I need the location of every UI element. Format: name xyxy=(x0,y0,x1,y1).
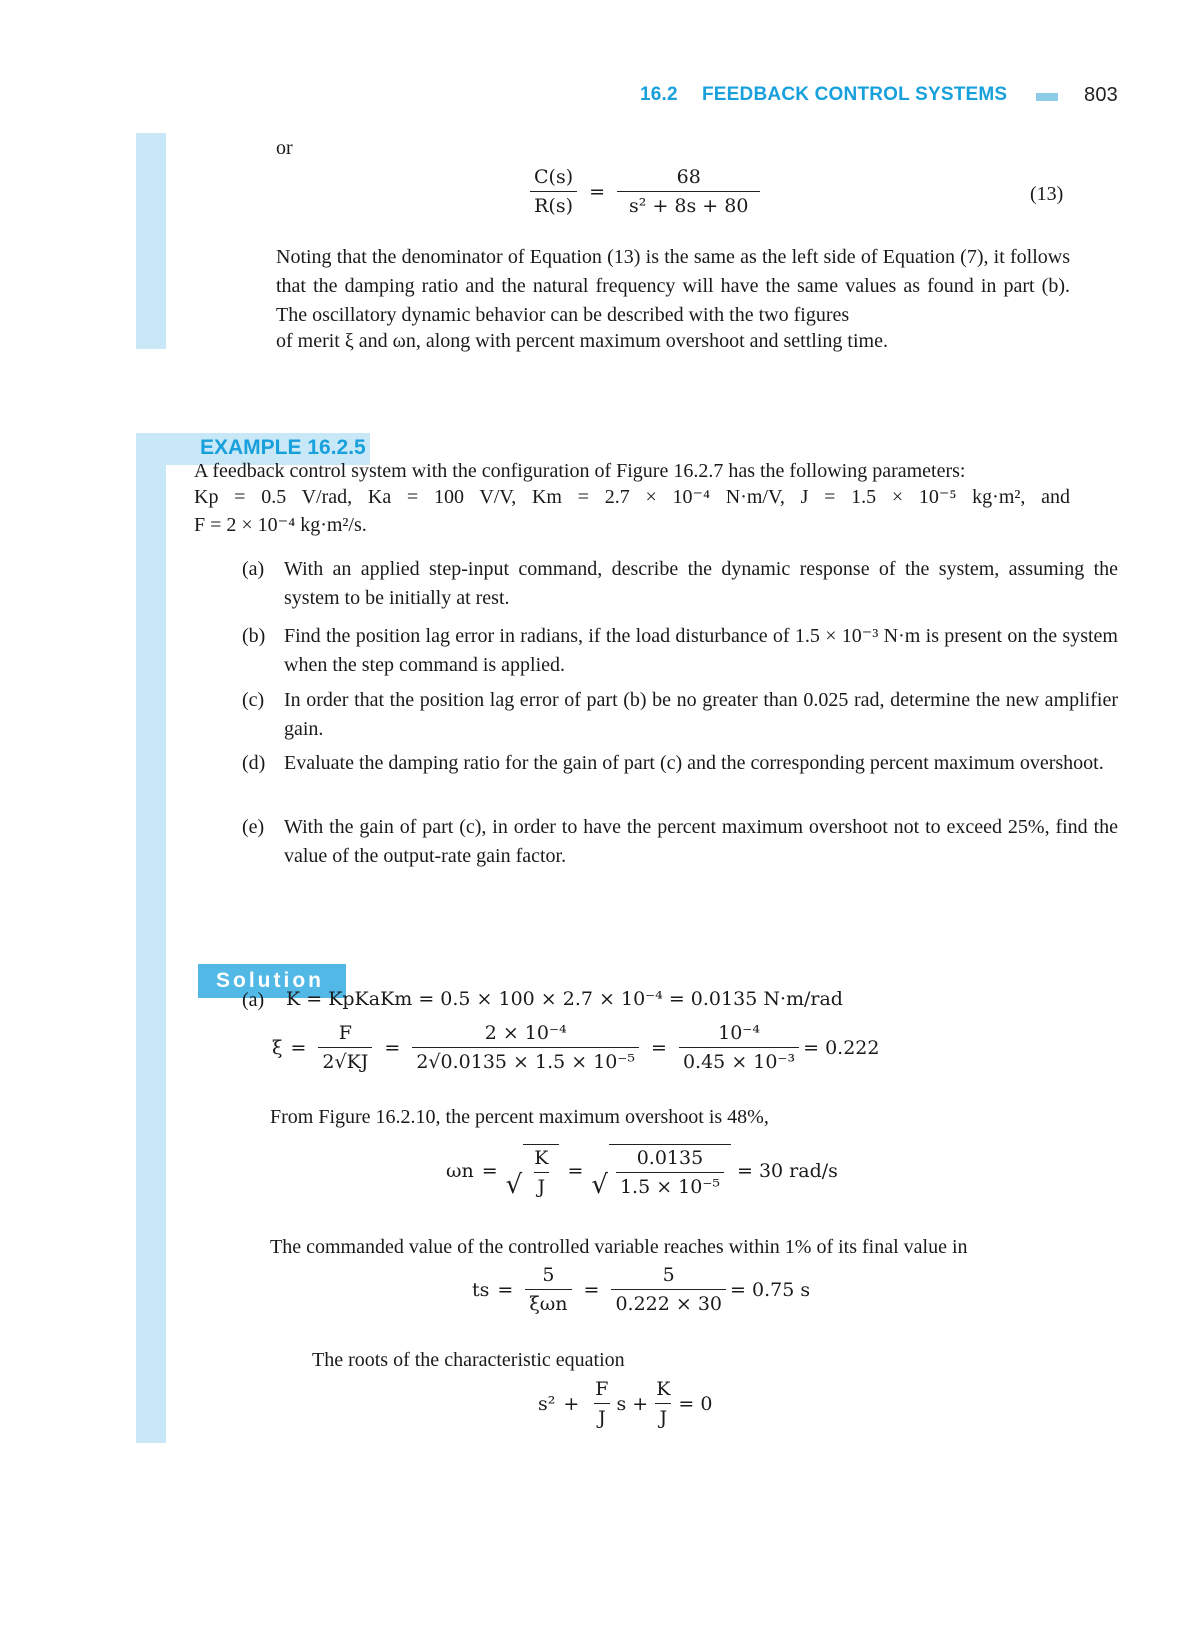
equation-13: $\frac{C(s)}{R(s)}$ = $\frac{68}{\text{s² + 8s + 80}}$ xyxy=(526,166,764,217)
section-number: 16.2 xyxy=(640,84,678,105)
ts-result: = 0.75 s xyxy=(730,1278,811,1301)
wn-result: = 30 rad/s xyxy=(736,1160,838,1182)
eq13-lhs-den: R(s) xyxy=(530,191,577,217)
solution-part-a-label: (a) xyxy=(242,989,265,1011)
item-text: With the gain of part (c), in order to have the percent maximum overshoot not to exceed 25%, find the value of the output-rate gain factor. xyxy=(284,816,1118,867)
ts-frac-2 xyxy=(611,1264,726,1315)
xi-symbol: ξ xyxy=(272,1036,283,1059)
overshoot-text: From Figure 16.2.10, the percent maximum overshoot is 48%, xyxy=(270,1106,769,1128)
item-label: (c) xyxy=(242,689,265,711)
xi-frac-3 xyxy=(679,1022,799,1073)
xi-frac-3-num: 10⁻⁴ xyxy=(718,1022,760,1044)
example-item-e xyxy=(242,813,1118,871)
char-s-squared: s² xyxy=(538,1392,556,1415)
wn-sqrt-2: √ $\frac{0.0135}{\text{1.5 × 10⁻⁵}}$ xyxy=(591,1144,731,1198)
xi-frac-3-den: 0.45 × 10⁻³ xyxy=(679,1047,799,1073)
char-frac-1 xyxy=(591,1378,612,1429)
roots-text: The roots of the characteristic equation xyxy=(312,1349,625,1371)
ts-frac-2-num: 5 xyxy=(662,1264,675,1286)
item-text: In order that the position lag error of part (b) be no greater than 0.025 rad, determine the new amplifier gain. xyxy=(284,689,1118,740)
xi-frac-2-num: 2 × 10⁻⁴ xyxy=(484,1022,567,1044)
example-item-c xyxy=(242,686,1118,744)
equation-damping-ratio: ξ = $\frac{F}{2√KJ}$ = $\frac{\text{2 × 10⁻⁴}}{\text{2√0.0135 × 1.5 × 10⁻⁵}}$ = $\frac{\text{10⁻⁴}}{\text{0.45 × 10⁻³}}$ = 0.222 xyxy=(272,1022,880,1073)
eq13-rhs-den: s² + 8s + 80 xyxy=(617,191,760,217)
char-result: = 0 xyxy=(678,1392,713,1415)
wn-frac-1-den: J xyxy=(534,1172,550,1198)
wn-frac-2 xyxy=(616,1147,724,1198)
example-statement-line3: F = 2 × 10⁻⁴ kg·m²/s. xyxy=(194,514,367,536)
xi-frac-1-num: F xyxy=(338,1022,352,1044)
section-title: FEEDBACK CONTROL SYSTEMS xyxy=(702,84,1008,105)
char-mid: s + xyxy=(616,1392,649,1415)
eq13-number: (13) xyxy=(1030,183,1064,205)
item-text: With an applied step-input command, describe the dynamic response of the system, assuming the system to be initially at rest. xyxy=(284,558,1118,609)
or-text: or xyxy=(276,137,293,159)
intro-paragraph-end: of merit ξ and ωn, along with percent maximum overshoot and settling time. xyxy=(276,330,888,352)
item-text: Find the position lag error in radians, if the load disturbance of 1.5 × 10⁻³ N·m is present on the system when the step command is applied. xyxy=(284,625,1118,676)
ts-frac-2-den: 0.222 × 30 xyxy=(611,1289,726,1315)
char-frac-2-den: J xyxy=(655,1403,671,1429)
char-frac-1-den: J xyxy=(594,1403,610,1429)
eq13-lhs-num: C(s) xyxy=(534,166,574,188)
xi-frac-2-den: 2√0.0135 × 1.5 × 10⁻⁵ xyxy=(412,1047,639,1073)
example-label: EXAMPLE 16.2.5 xyxy=(200,436,366,459)
char-frac-1-num: F xyxy=(595,1378,609,1400)
equation-gain-K: K = KpKaKm = 0.5 × 100 × 2.7 × 10⁻⁴ = 0.0135 N·m/rad xyxy=(286,988,843,1010)
item-text: Evaluate the damping ratio for the gain of part (c) and the corresponding percent maximum overshoot. xyxy=(284,752,1104,774)
header-divider xyxy=(1036,93,1058,101)
example-item-d xyxy=(242,749,1118,778)
eq13-rhs-num: 68 xyxy=(676,166,701,188)
char-frac-2-num: K xyxy=(656,1378,671,1400)
ts-frac-1-den: ξωn xyxy=(525,1289,571,1315)
wn-frac-2-num: 0.0135 xyxy=(636,1147,704,1169)
margin-bar-example xyxy=(136,433,166,1443)
wn-frac-1-num: K xyxy=(534,1147,549,1169)
wn-symbol: ωn xyxy=(446,1160,474,1182)
equation-settling-time: ts = $\frac{5}{\text{ξωn}}$ = $\frac{5}{0.222 \times 30}$ = 0.75 s xyxy=(472,1264,811,1315)
example-item-b xyxy=(242,622,1118,680)
item-label: (d) xyxy=(242,752,266,774)
wn-frac-2-den: 1.5 × 10⁻⁵ xyxy=(616,1172,724,1198)
item-label: (b) xyxy=(242,625,266,647)
ts-frac-1-num: 5 xyxy=(542,1264,555,1286)
equation-natural-frequency: ωn = √ $\frac{K}{J}$ = √ $\frac{0.0135}{\text{1.5 × 10⁻⁵}}$ = 30 rad/s xyxy=(446,1144,838,1198)
settling-text: The commanded value of the controlled variable reaches within 1% of its final value in xyxy=(270,1236,968,1258)
solution-label: Solution xyxy=(216,969,324,992)
xi-result: = 0.222 xyxy=(803,1036,880,1059)
item-label: (a) xyxy=(242,558,265,580)
eq13-rhs xyxy=(617,166,760,217)
running-header xyxy=(640,84,1118,114)
characteristic-equation: s² + $\frac{F}{J}$ s + $\frac{K}{J}$ = 0 xyxy=(538,1378,713,1429)
wn-sqrt-1: √ $\frac{K}{J}$ xyxy=(506,1144,560,1198)
wn-frac-1 xyxy=(530,1147,552,1198)
margin-bar-top xyxy=(136,133,166,349)
eq13-lhs xyxy=(530,166,577,217)
ts-symbol: ts xyxy=(472,1278,490,1301)
example-statement-line1: A feedback control system with the configuration of Figure 16.2.7 has the following parameters: xyxy=(194,460,966,482)
example-statement-line2: Kp = 0.5 V/rad, Ka = 100 V/V, Km = 2.7 × 10⁻⁴ N·m/V, J = 1.5 × 10⁻⁵ kg·m², and xyxy=(194,486,1070,508)
example-item-a xyxy=(242,555,1118,613)
ts-frac-1 xyxy=(525,1264,571,1315)
page-number: 803 xyxy=(1084,84,1118,106)
char-frac-2 xyxy=(652,1378,674,1429)
intro-paragraph: Noting that the denominator of Equation (13) is the same as the left side of Equation (7), it follows that the damping ratio and the natural frequency will have the same values as found in part (b). The oscillatory dynamic behavior can be described with the two figures xyxy=(276,246,1070,326)
xi-frac-1 xyxy=(318,1022,372,1073)
xi-frac-1-den: 2√KJ xyxy=(318,1047,372,1073)
item-label: (e) xyxy=(242,816,265,838)
xi-frac-2 xyxy=(412,1022,639,1073)
